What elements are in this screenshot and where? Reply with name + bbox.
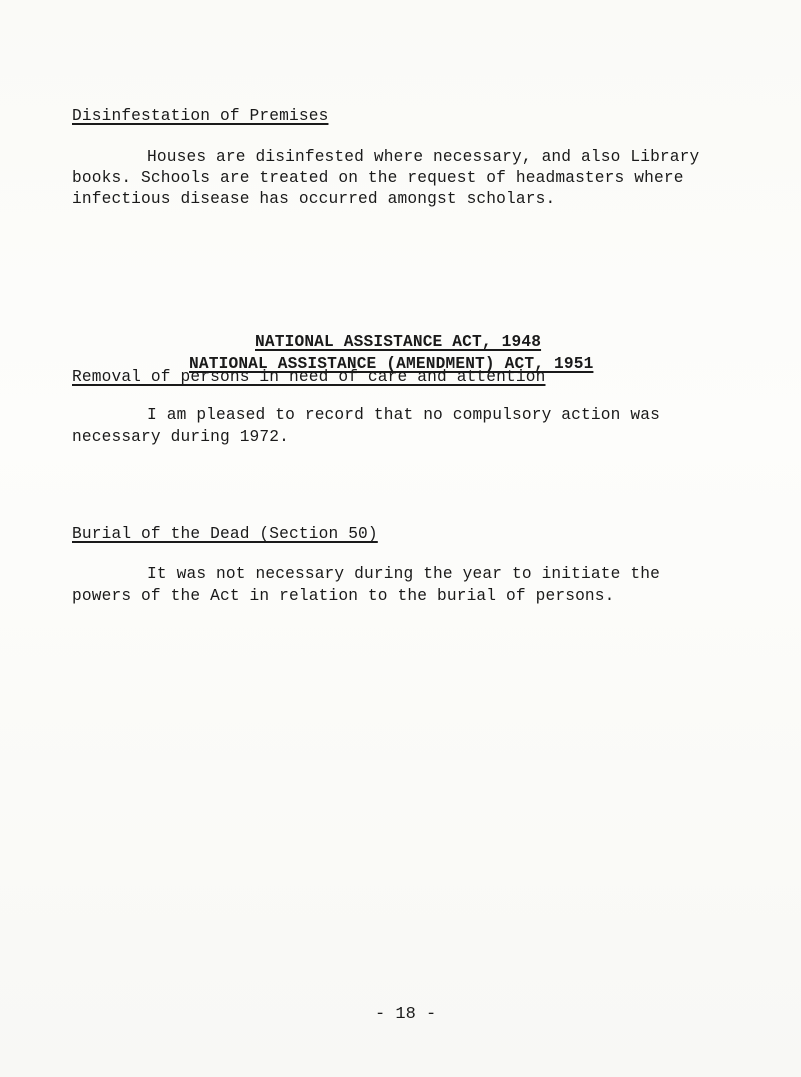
section-heading-burial: Burial of the Dead (Section 50) bbox=[72, 525, 378, 543]
paragraph-line: necessary during 1972. bbox=[72, 428, 290, 446]
paragraph-line: infectious disease has occurred amongst scholars. bbox=[72, 190, 556, 208]
section-heading-removal: Removal of persons in need of care and attention bbox=[72, 368, 546, 386]
paragraph-line: books. Schools are treated on the request of headmasters where bbox=[72, 169, 684, 187]
page-number: - 18 - bbox=[375, 1005, 437, 1024]
paragraph-line: I am pleased to record that no compulsory action was bbox=[147, 406, 660, 424]
act-title-1951: NATIONAL ASSISTANCE (AMENDMENT) ACT, 1951 bbox=[189, 355, 594, 373]
paragraph-line: Houses are disinfested where necessary, and also Library bbox=[147, 148, 700, 166]
act-title-1948: NATIONAL ASSISTANCE ACT, 1948 bbox=[255, 333, 542, 351]
section-heading-disinfestation: Disinfestation of Premises bbox=[72, 107, 329, 125]
paragraph-line: powers of the Act in relation to the burial of persons. bbox=[72, 587, 615, 605]
paragraph-line: It was not necessary during the year to initiate the bbox=[147, 565, 660, 583]
